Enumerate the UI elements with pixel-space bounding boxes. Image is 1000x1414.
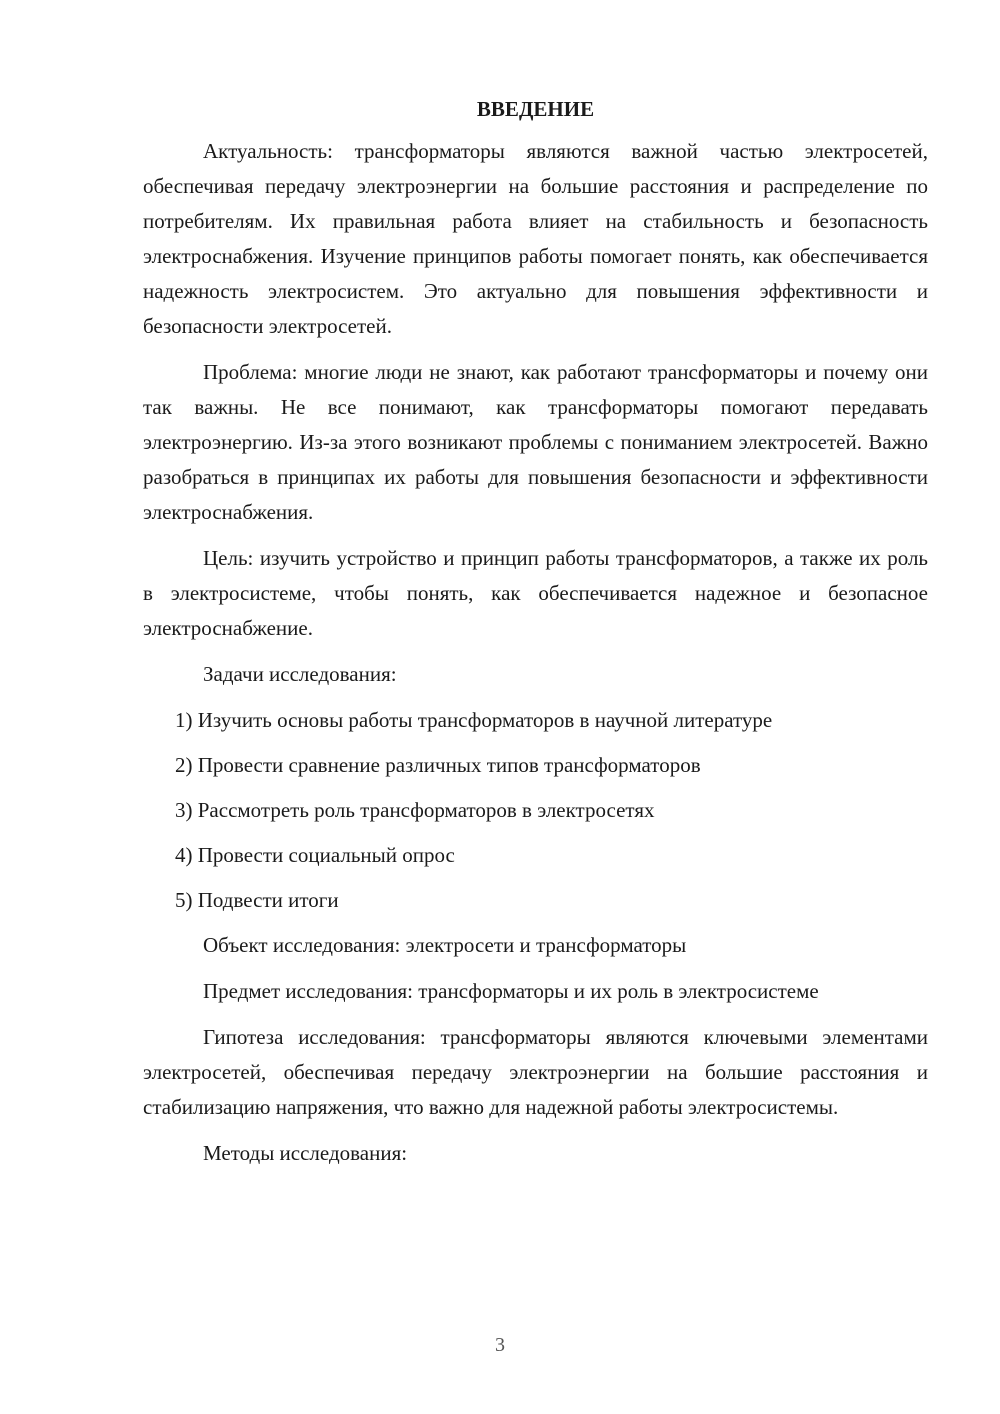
relevance-paragraph: Актуальность: трансформаторы являются важной частью электросетей, обеспечивая передачу электроэнергии на большие расстояния и распределение по потребителям. Их правильная работа влияет на стабильность и безопасность электроснабжения. Изучение принципов работы помогает понять, как обеспечивается надежность электросистем. Это актуально для повышения эффективности и безопасности электросетей. bbox=[143, 139, 928, 338]
list-item: 3) Рассмотреть роль трансформаторов в электросетях bbox=[175, 798, 655, 822]
list-item: 4) Провести социальный опрос bbox=[175, 843, 455, 867]
problem-paragraph: Проблема: многие люди не знают, как работают трансформаторы и почему они так важны. Не все понимают, как трансформаторы помогают передавать электроэнергию. Из-за этого возникают проблемы с пониманием электросетей. Важно разобраться в принципах их работы для повышения безопасности и эффективности электроснабжения. bbox=[143, 360, 928, 524]
tasks-list bbox=[143, 703, 928, 918]
page-title: ВВЕДЕНИЕ bbox=[476, 97, 595, 121]
object-paragraph: Объект исследования: электросети и трансформаторы bbox=[203, 933, 687, 957]
tasks-heading: Задачи исследования: bbox=[203, 662, 397, 686]
list-item: 5) Подвести итоги bbox=[175, 888, 339, 912]
page-number: 3 bbox=[495, 1334, 505, 1356]
document-page bbox=[143, 92, 928, 1182]
methods-heading: Методы исследования: bbox=[203, 1141, 408, 1165]
subject-paragraph: Предмет исследования: трансформаторы и их роль в электросистеме bbox=[203, 979, 819, 1003]
hypothesis-paragraph: Гипотеза исследования: трансформаторы являются ключевыми элементами электросетей, обеспечивая передачу электроэнергии на большие расстояния и стабилизацию напряжения, что важно для надежной работы электросистемы. bbox=[143, 1025, 928, 1119]
goal-paragraph: Цель: изучить устройство и принцип работы трансформаторов, а также их роль в электросистеме, чтобы понять, как обеспечивается надежное и безопасное электроснабжение. bbox=[143, 546, 928, 640]
list-item: 2) Провести сравнение различных типов трансформаторов bbox=[175, 753, 701, 777]
list-item: 1) Изучить основы работы трансформаторов в научной литературе bbox=[175, 708, 773, 732]
